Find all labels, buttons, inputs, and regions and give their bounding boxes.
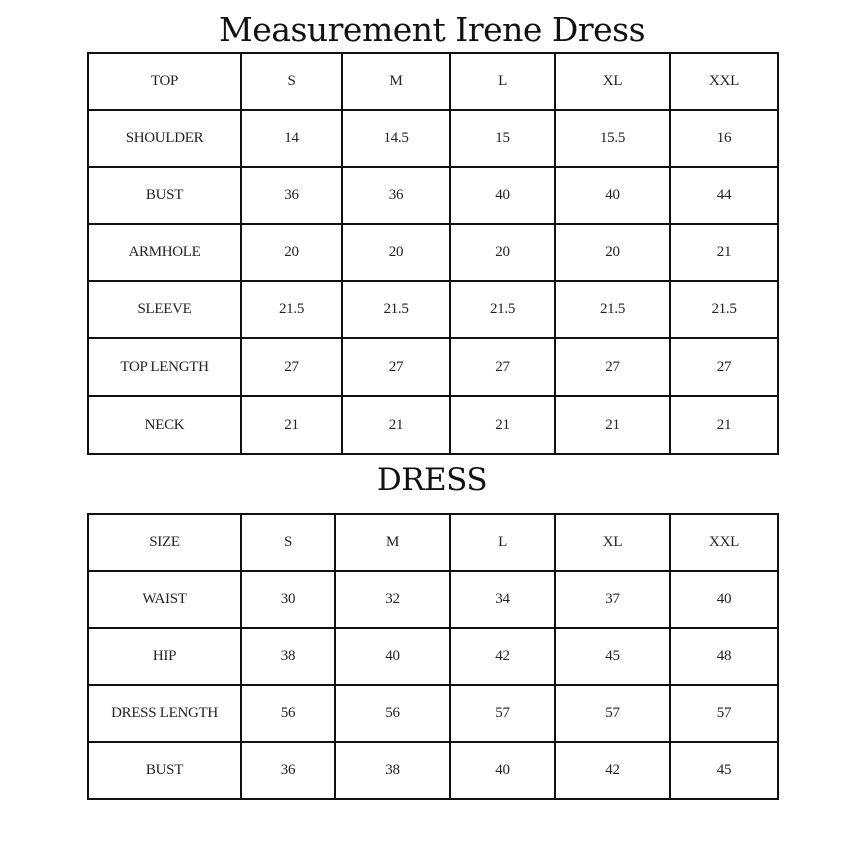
- value-cell: 20: [241, 224, 342, 281]
- value-cell: 36: [241, 742, 335, 799]
- value-cell: 15.5: [555, 110, 670, 167]
- header-cell: XXL: [670, 53, 778, 110]
- value-cell: 21: [450, 396, 555, 454]
- row-label-cell: HIP: [88, 628, 241, 685]
- table-row: [88, 396, 778, 454]
- row-label-cell: BUST: [88, 742, 241, 799]
- value-cell: 14.5: [342, 110, 450, 167]
- value-cell: 21: [670, 396, 778, 454]
- value-cell: 20: [342, 224, 450, 281]
- header-cell: M: [335, 514, 450, 571]
- row-label-cell: NECK: [88, 396, 241, 454]
- table-row: [88, 628, 778, 685]
- value-cell: 21.5: [450, 281, 555, 338]
- value-cell: 14: [241, 110, 342, 167]
- value-cell: 57: [450, 685, 555, 742]
- value-cell: 42: [555, 742, 670, 799]
- value-cell: 56: [335, 685, 450, 742]
- value-cell: 57: [555, 685, 670, 742]
- value-cell: 27: [241, 338, 342, 396]
- row-label-cell: SHOULDER: [88, 110, 241, 167]
- value-cell: 40: [555, 167, 670, 224]
- value-cell: 20: [450, 224, 555, 281]
- value-cell: 38: [241, 628, 335, 685]
- value-cell: 44: [670, 167, 778, 224]
- table-row: [88, 224, 778, 281]
- table-row: [88, 685, 778, 742]
- value-cell: 27: [342, 338, 450, 396]
- value-cell: 45: [555, 628, 670, 685]
- table-row: [88, 742, 778, 799]
- table-row: [88, 338, 778, 396]
- value-cell: 21: [555, 396, 670, 454]
- row-label-cell: TOP LENGTH: [88, 338, 241, 396]
- value-cell: 30: [241, 571, 335, 628]
- row-label-cell: DRESS LENGTH: [88, 685, 241, 742]
- value-cell: 21.5: [555, 281, 670, 338]
- table-header-row: [88, 514, 778, 571]
- value-cell: 21.5: [342, 281, 450, 338]
- header-cell: XL: [555, 53, 670, 110]
- table-header-row: [88, 53, 778, 110]
- value-cell: 38: [335, 742, 450, 799]
- row-label-cell: SLEEVE: [88, 281, 241, 338]
- row-label-cell: BUST: [88, 167, 241, 224]
- value-cell: 57: [670, 685, 778, 742]
- value-cell: 34: [450, 571, 555, 628]
- value-cell: 42: [450, 628, 555, 685]
- header-cell: TOP: [88, 53, 241, 110]
- value-cell: 21: [342, 396, 450, 454]
- value-cell: 15: [450, 110, 555, 167]
- value-cell: 32: [335, 571, 450, 628]
- value-cell: 45: [670, 742, 778, 799]
- header-cell: L: [450, 53, 555, 110]
- table-row: [88, 571, 778, 628]
- value-cell: 27: [670, 338, 778, 396]
- value-cell: 40: [670, 571, 778, 628]
- page-title: Measurement Irene Dress: [218, 10, 646, 49]
- dress-section-title: DRESS: [376, 462, 488, 498]
- table-row: [88, 110, 778, 167]
- row-label-cell: WAIST: [88, 571, 241, 628]
- header-cell: M: [342, 53, 450, 110]
- dress-size-table: [87, 513, 779, 800]
- header-cell: SIZE: [88, 514, 241, 571]
- value-cell: 40: [335, 628, 450, 685]
- value-cell: 27: [555, 338, 670, 396]
- value-cell: 48: [670, 628, 778, 685]
- value-cell: 40: [450, 167, 555, 224]
- top-size-table: [87, 52, 779, 455]
- value-cell: 21.5: [670, 281, 778, 338]
- value-cell: 21.5: [241, 281, 342, 338]
- header-cell: XXL: [670, 514, 778, 571]
- value-cell: 37: [555, 571, 670, 628]
- value-cell: 56: [241, 685, 335, 742]
- value-cell: 36: [342, 167, 450, 224]
- value-cell: 16: [670, 110, 778, 167]
- header-cell: L: [450, 514, 555, 571]
- value-cell: 20: [555, 224, 670, 281]
- value-cell: 21: [670, 224, 778, 281]
- row-label-cell: ARMHOLE: [88, 224, 241, 281]
- value-cell: 21: [241, 396, 342, 454]
- table-row: [88, 281, 778, 338]
- value-cell: 27: [450, 338, 555, 396]
- value-cell: 40: [450, 742, 555, 799]
- header-cell: S: [241, 514, 335, 571]
- header-cell: XL: [555, 514, 670, 571]
- header-cell: S: [241, 53, 342, 110]
- value-cell: 36: [241, 167, 342, 224]
- table-row: [88, 167, 778, 224]
